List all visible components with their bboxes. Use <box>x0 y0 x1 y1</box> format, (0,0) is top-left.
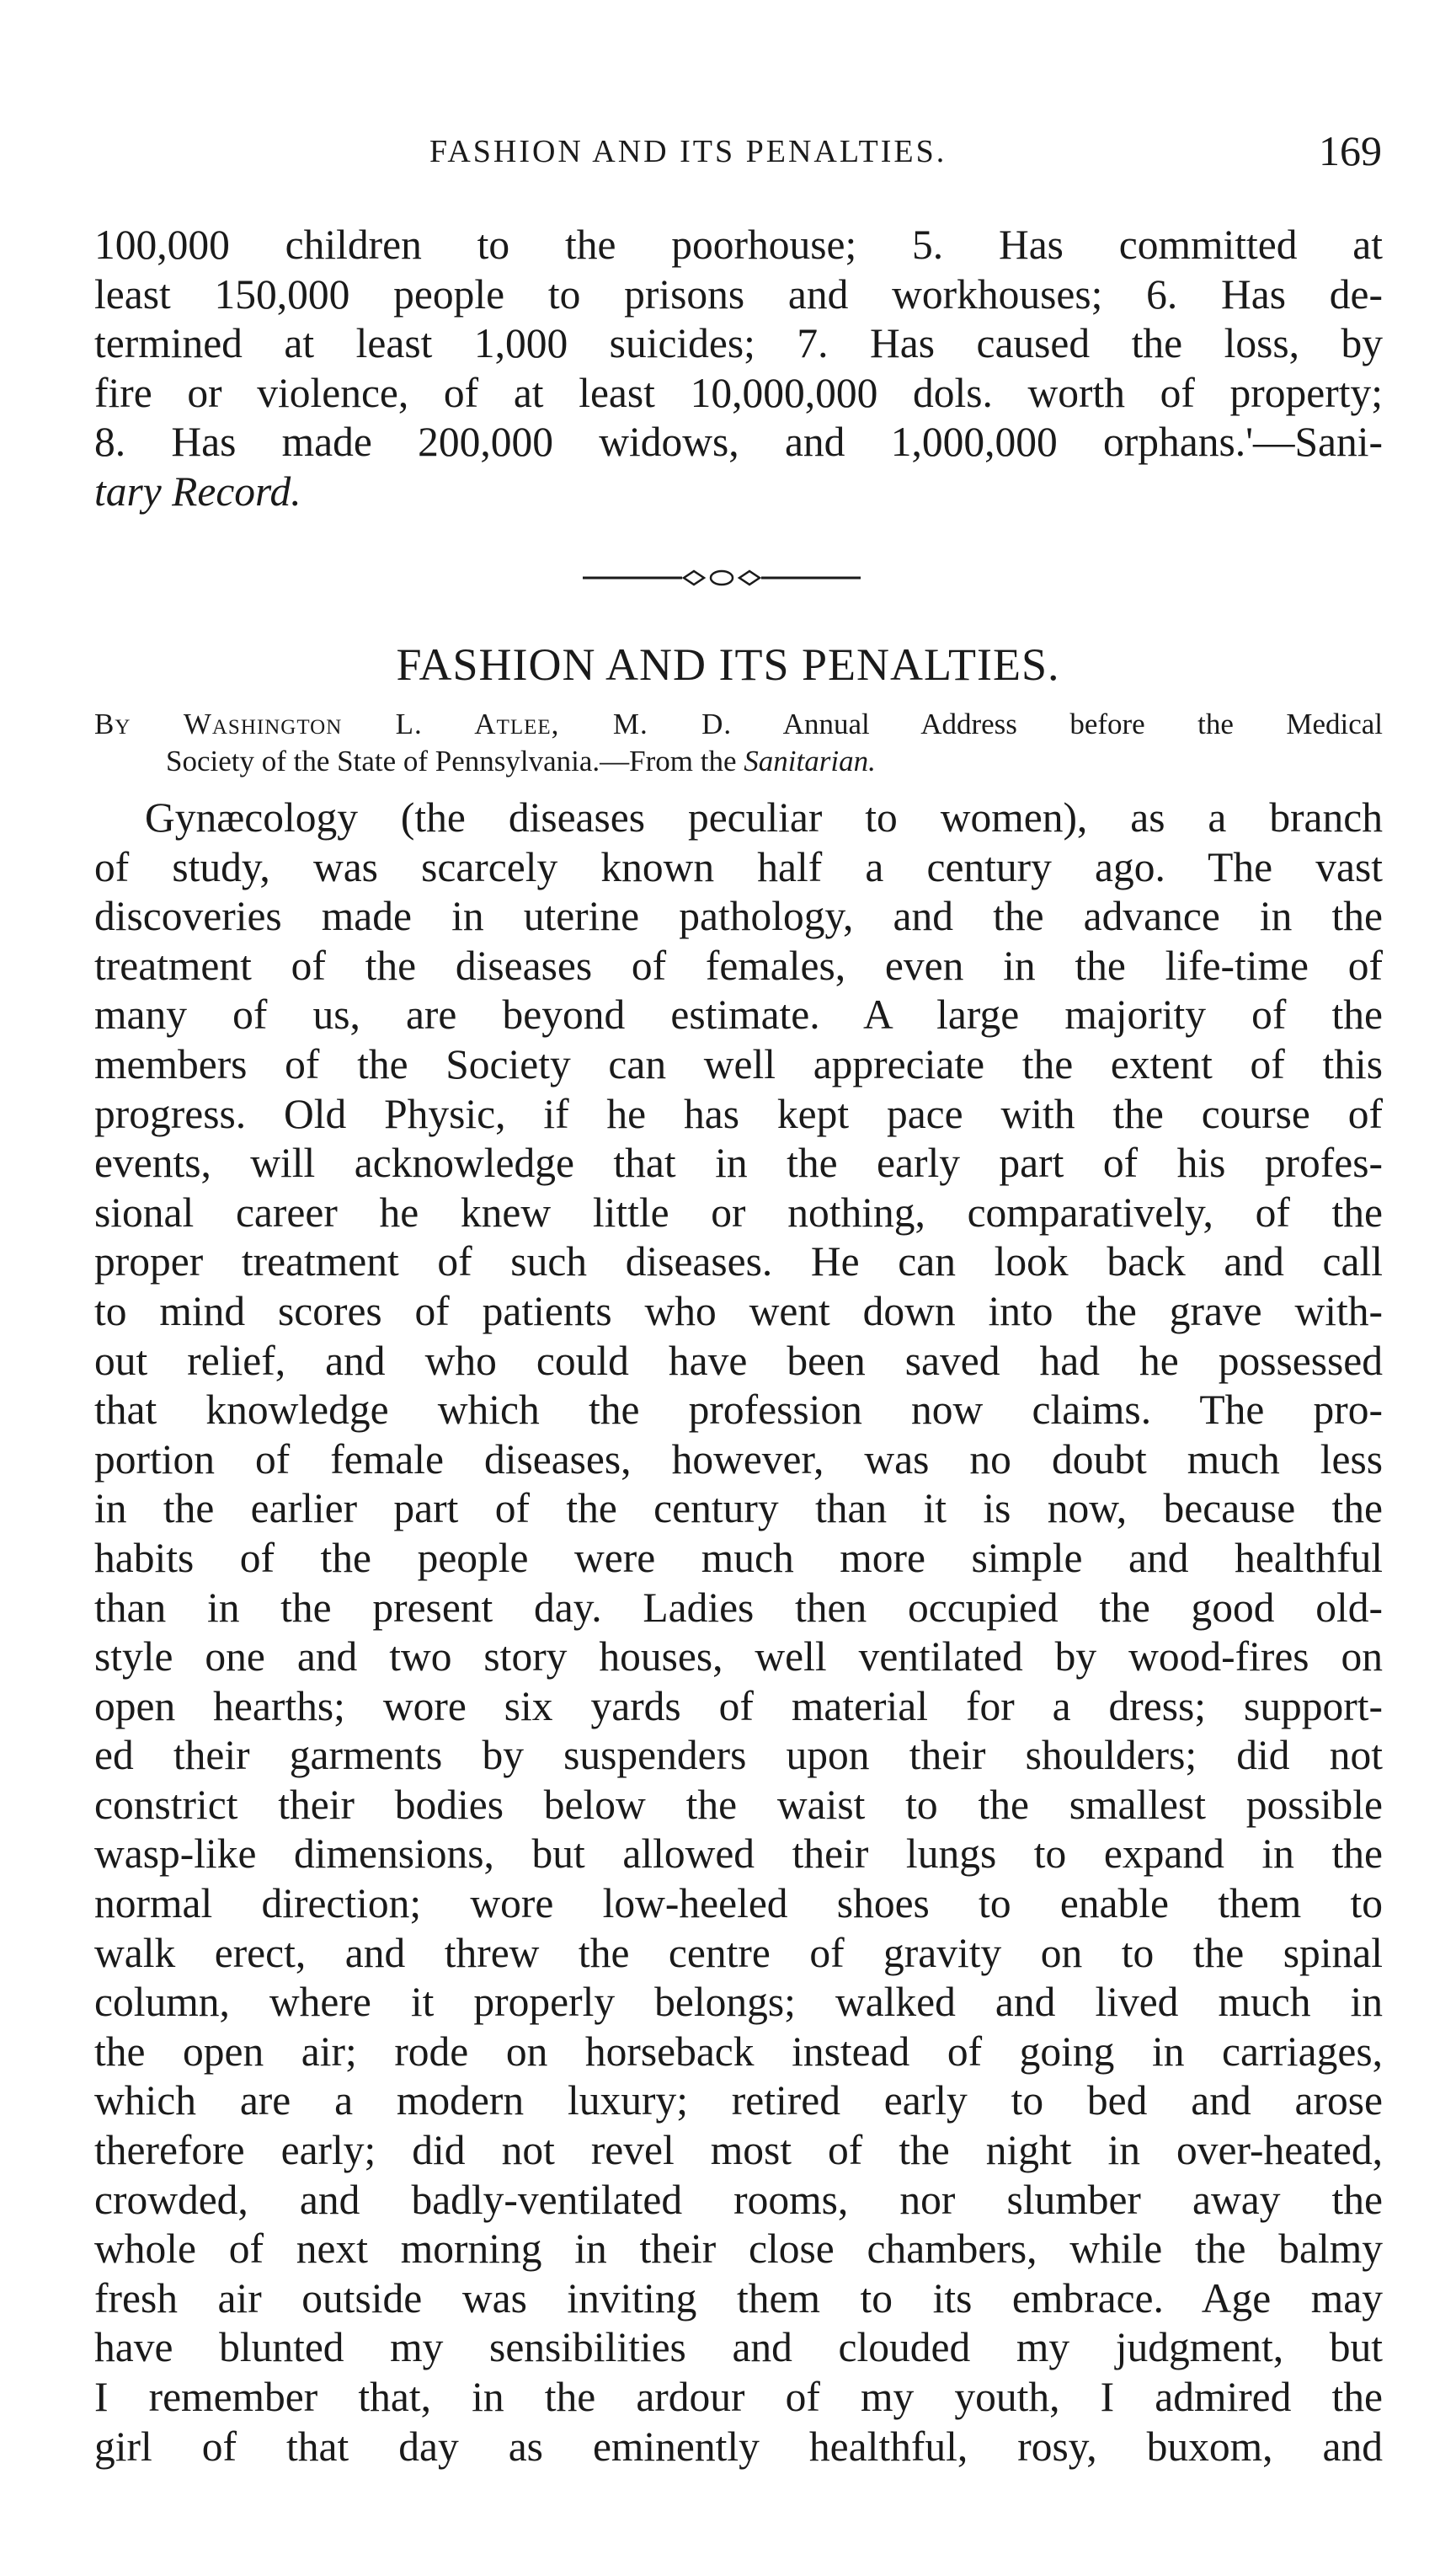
text-line: fresh air outside was inviting them to its embrace. Age may <box>94 2274 1383 2322</box>
byline-author: Washington L. Atlee, M. D. <box>183 708 733 740</box>
text-line: constrict their bodies below the waist to the smallest possible <box>94 1781 1383 1828</box>
text-line: therefore early; did not revel most of the night in over-heated, <box>94 2127 1383 2174</box>
byline-source: Sanitarian. <box>744 745 876 777</box>
byline <box>94 706 1383 780</box>
ornamental-divider <box>583 568 861 588</box>
intro-paragraph <box>94 221 1383 517</box>
running-head <box>0 126 1456 177</box>
running-title: FASHION AND ITS PENALTIES. <box>429 134 947 169</box>
text-line: fire or violence, of at least 10,000,000 dols. worth of property; <box>94 369 1383 416</box>
text-line: open hearths; wore six yards of material for a dress; support- <box>94 1682 1383 1729</box>
text-line: sional career he knew little or nothing, comparatively, of the <box>94 1189 1383 1236</box>
text-line: proper treatment of such diseases. He can look back and call <box>94 1238 1383 1285</box>
text-line: normal direction; wore low-heeled shoes to enable them to <box>94 1880 1383 1927</box>
text-line: wasp-like dimensions, but allowed their lungs to expand in the <box>94 1830 1383 1878</box>
text-line: members of the Society can well appreciate the extent of this <box>94 1040 1383 1087</box>
byline-society: Society of the State of Pennsylvania.—From the <box>166 745 737 777</box>
text-line: treatment of the diseases of females, even in the life-time of <box>94 942 1383 989</box>
text-line: I remember that, in the ardour of my youth, I admired the <box>94 2374 1383 2420</box>
text-line: to mind scores of patients who went down into the grave with- <box>94 1287 1383 1334</box>
text-line: ed their garments by suspenders upon their shoulders; did not <box>94 1732 1383 1779</box>
text-line: events, will acknowledge that in the early part of his profes- <box>94 1140 1383 1187</box>
text-line: have blunted my sensibilities and clouded my judgment, but <box>94 2324 1383 2371</box>
text-line: the open air; rode on horseback instead of going in carriages, <box>94 2028 1383 2075</box>
byline-by: By <box>94 708 131 740</box>
text-line: walk erect, and threw the centre of gravity on to the spinal <box>94 1929 1383 1976</box>
text-line: in the earlier part of the century than it is now, because the <box>94 1485 1383 1532</box>
text-line: 100,000 children to the poorhouse; 5. Has committed at <box>94 222 1383 268</box>
text-line: that knowledge which the profession now claims. The pro- <box>94 1387 1383 1434</box>
byline-line-2 <box>94 743 1383 780</box>
text-line: than in the present day. Ladies then occupied the good old- <box>94 1584 1383 1631</box>
text-line: least 150,000 people to prisons and workhouses; 6. Has de- <box>94 270 1383 318</box>
text-line: 8. Has made 200,000 widows, and 1,000,000 orphans.'—Sani- <box>94 419 1383 466</box>
text-line: habits of the people were much more simple and healthful <box>94 1534 1383 1581</box>
article-title: FASHION AND ITS PENALTIES. <box>396 639 1060 690</box>
text-line: of study, was scarcely known half a century ago. The vast <box>94 843 1383 890</box>
article-body <box>94 793 1383 2471</box>
text-line: Gynæcology (the diseases peculiar to women), as a branch <box>145 794 1383 841</box>
text-line: many of us, are beyond estimate. A large majority of the <box>94 991 1383 1039</box>
text-line: whole of next morning in their close chambers, while the balmy <box>94 2225 1383 2273</box>
text-line: portion of female diseases, however, was no doubt much less <box>94 1435 1383 1483</box>
text-line: discoveries made in uterine pathology, and the advance in the <box>94 893 1383 940</box>
text-line: progress. Old Physic, if he has kept pace with the course of <box>94 1090 1383 1137</box>
source-citation: tary Record. <box>94 468 301 515</box>
text-line: termined at least 1,000 suicides; 7. Has caused the loss, by <box>94 320 1383 367</box>
text-line: girl of that day as eminently healthful, rosy, buxom, and <box>94 2423 1383 2470</box>
text-line: column, where it properly belongs; walked and lived much in <box>94 1979 1383 2026</box>
text-line: style one and two story houses, well ventilated by wood-fires on <box>94 1633 1383 1680</box>
text-line: out relief, and who could have been saved had he possessed <box>94 1337 1383 1384</box>
text-line: which are a modern luxury; retired early to bed and arose <box>94 2077 1383 2124</box>
byline-line-1 <box>94 706 1383 743</box>
text-line: crowded, and badly-ventilated rooms, nor slumber away the <box>94 2176 1383 2223</box>
byline-description: Annual Address before the Medical <box>782 708 1384 740</box>
page-number: 169 <box>1319 127 1382 174</box>
